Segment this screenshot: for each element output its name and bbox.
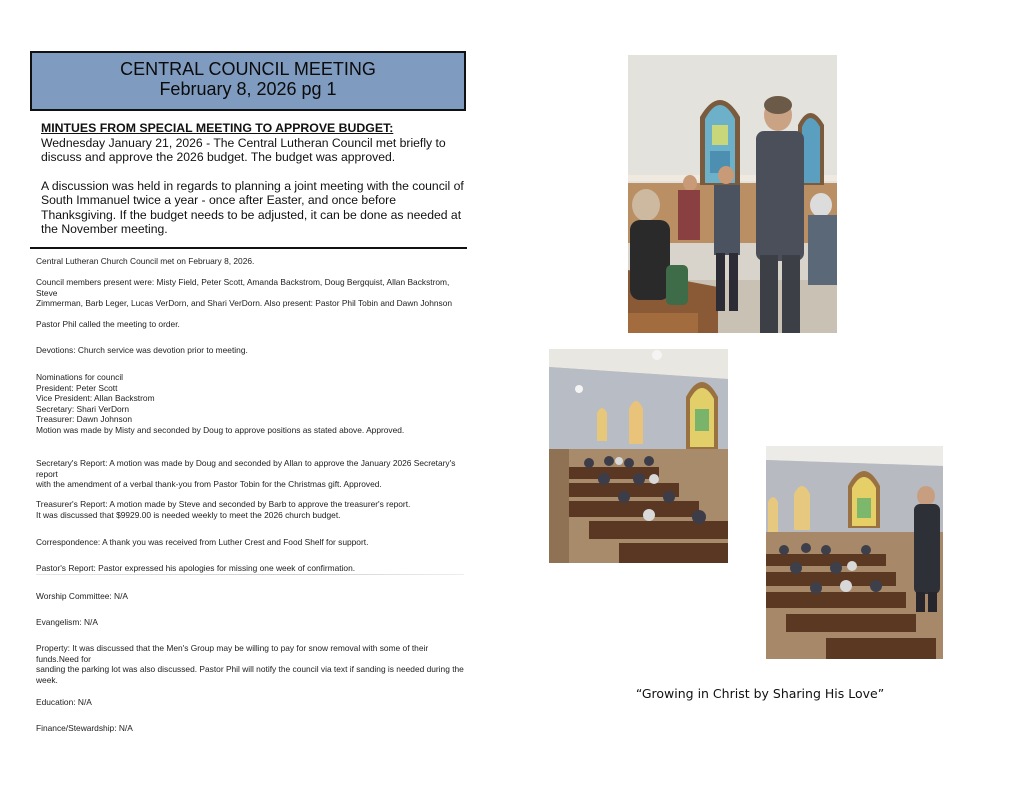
- property-line: Property: It was discussed that the Men's Group may be willing to pay for snow removal with some of their funds.Need for: [36, 643, 429, 664]
- faded-divider: [36, 574, 464, 575]
- nominations: [36, 372, 466, 436]
- secretary-report: [36, 458, 466, 490]
- nominations-line: Motion was made by Misty and seconded by Doug to approve positions as stated above. Approved.: [36, 424, 405, 435]
- property-line: sanding the parking lot was also discussed. Pastor Phil will notify the council via text if sanding is needed during the: [36, 664, 464, 675]
- nominations-line: President: Peter Scott: [36, 382, 118, 393]
- minutes-intro: Central Lutheran Church Council met on February 8, 2026.: [36, 256, 255, 266]
- church-tagline: “Growing in Christ by Sharing His Love”: [635, 686, 885, 701]
- nominations-line: Treasurer: Dawn Johnson: [36, 414, 133, 425]
- call-to-order: Pastor Phil called the meeting to order.: [36, 319, 180, 329]
- page-header: [30, 51, 466, 111]
- special-para2-line: the November meeting.: [41, 222, 168, 236]
- special-para2-line: A discussion was held in regards to planning a joint meeting with the council of: [41, 178, 464, 193]
- members-present: [36, 277, 466, 309]
- nominations-line: Vice President: Allan Backstrom: [36, 393, 155, 404]
- special-meeting-section: [41, 121, 466, 237]
- special-para1-line: discuss and approve the 2026 budget. The budget was approved.: [41, 150, 396, 164]
- special-meeting-title: MINTUES FROM SPECIAL MEETING TO APPROVE BUDGET:: [41, 121, 394, 135]
- members-line: Zimmerman, Barb Leger, Lucas VerDorn, and Shari VerDorn. Also present: Pastor Phil Tobin and Dawn Johnson: [36, 298, 453, 309]
- education: Education: N/A: [36, 697, 92, 707]
- worship-committee: Worship Committee: N/A: [36, 591, 128, 601]
- special-para2-line: South Immanuel twice a year - once after Easter, and once before: [41, 193, 396, 207]
- header-date: February 8, 2026 pg 1: [159, 79, 337, 99]
- pastor-report: Pastor's Report: Pastor expressed his apologies for missing one week of confirmation.: [36, 563, 356, 573]
- property-line: week.: [36, 674, 58, 685]
- evangelism: Evangelism: N/A: [36, 617, 98, 627]
- nominations-line: Nominations for council: [36, 372, 124, 382]
- secretary-line: Secretary's Report: A motion was made by Doug and seconded by Allan to approve the January 2026 Secretary's report: [36, 458, 456, 479]
- treasurer-report: [36, 499, 466, 520]
- finance-stewardship: Finance/Stewardship: N/A: [36, 723, 133, 733]
- section-divider: [30, 247, 467, 249]
- special-para2-line: Thanksgiving. If the budget needs to be adjusted, it can be done as needed at: [41, 207, 462, 222]
- church-aisle-photo: [628, 55, 837, 333]
- nominations-line: Secretary: Shari VerDorn: [36, 403, 130, 414]
- correspondence: Correspondence: A thank you was received from Luther Crest and Food Shelf for support.: [36, 537, 369, 547]
- property: [36, 643, 466, 685]
- members-line: Council members present were: Misty Field, Peter Scott, Amanda Backstrom, Doug Bergquist, Allan Backstrom, Steve: [36, 277, 450, 298]
- devotions: Devotions: Church service was devotion prior to meeting.: [36, 345, 248, 355]
- special-para1-line: Wednesday January 21, 2026 - The Central Lutheran Council met briefly to: [41, 135, 446, 150]
- header-title: CENTRAL COUNCIL MEETING: [120, 59, 376, 79]
- treasurer-line: Treasurer's Report: A motion made by Steve and seconded by Barb to approve the treasurer's report.: [36, 499, 411, 509]
- congregation-photo: [766, 446, 943, 659]
- church-interior-photo: [549, 349, 728, 563]
- secretary-line: with the amendment of a verbal thank-you from Pastor Tobin for the Christmas gift. Approved.: [36, 479, 382, 490]
- treasurer-line: It was discussed that $9929.00 is needed weekly to meet the 2026 church budget.: [36, 509, 341, 520]
